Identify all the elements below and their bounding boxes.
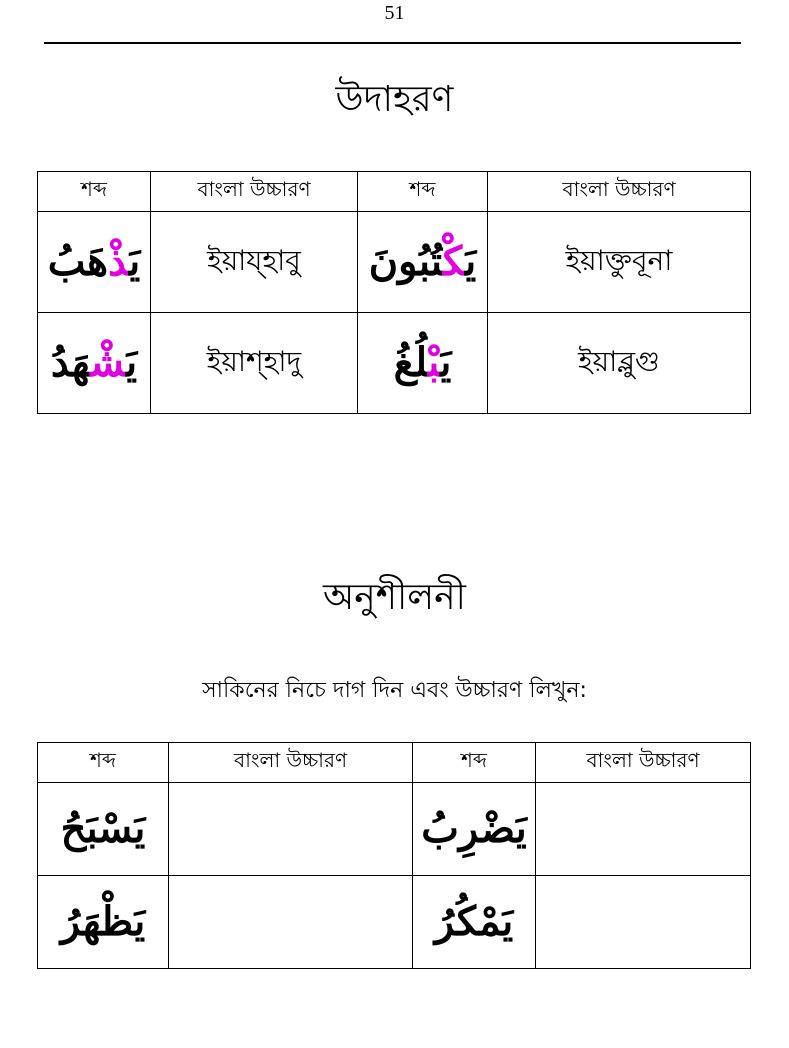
column-header-pronunciation: বাংলা উচ্চারণ <box>536 743 751 783</box>
pronunciation-blank-cell[interactable] <box>536 783 751 876</box>
pronunciation-cell: ইয়াশ্হাদু <box>151 313 358 414</box>
page-number: 51 <box>384 2 405 24</box>
pronunciation-blank-cell[interactable] <box>536 876 751 969</box>
pronunciation-cell: ইয়াক্তুবূনা <box>488 212 751 313</box>
column-header-pronunciation: বাংলা উচ্চারণ <box>488 172 751 212</box>
sakin-highlight: بْ <box>428 339 441 386</box>
pronunciation-cell: ইয়াব্লুগু <box>488 313 751 414</box>
column-header-pronunciation: বাংলা উচ্চারণ <box>169 743 413 783</box>
arabic-word: يَمْكُرُ <box>434 898 514 945</box>
example-heading: উদাহরণ <box>335 79 454 120</box>
header-rule <box>44 42 741 44</box>
column-header-pronunciation: বাংলা উচ্চারণ <box>151 172 358 212</box>
arabic-word-cell <box>38 212 151 313</box>
arabic-word-cell <box>413 876 536 969</box>
table-row <box>38 212 751 313</box>
example-table <box>37 171 751 414</box>
column-header-word: শব্দ <box>38 172 151 212</box>
pronunciation-cell: ইয়ায্হাবু <box>151 212 358 313</box>
exercise-heading: অনুশীলনী <box>323 577 466 618</box>
arabic-word: يَسْبَحُ <box>60 805 146 852</box>
arabic-word: يَظْهَرُ <box>60 898 146 945</box>
table-row <box>38 313 751 414</box>
arabic-word-cell <box>38 783 169 876</box>
sakin-highlight: شْ <box>90 339 126 386</box>
arabic-word-cell <box>38 876 169 969</box>
arabic-word: يَشْهَدُ <box>50 339 138 386</box>
column-header-word: শব্দ <box>38 743 169 783</box>
sakin-highlight: ذْ <box>108 238 130 285</box>
column-header-word: শব্দ <box>413 743 536 783</box>
sakin-highlight: كْ <box>442 238 466 285</box>
arabic-word-cell <box>38 313 151 414</box>
table-header-row <box>38 743 751 783</box>
table-row <box>38 876 751 969</box>
arabic-word: يَضْرِبُ <box>421 805 527 852</box>
column-header-word: শব্দ <box>358 172 488 212</box>
exercise-table <box>37 742 751 969</box>
arabic-word-cell <box>358 313 488 414</box>
pronunciation-blank-cell[interactable] <box>169 876 413 969</box>
exercise-instruction: সাকিনের নিচে দাগ দিন এবং উচ্চারণ লিখুন: <box>202 678 587 703</box>
arabic-word: يَبْلُغُ <box>393 339 452 386</box>
table-header-row <box>38 172 751 212</box>
table-row <box>38 783 751 876</box>
arabic-word: يَكْتُبُونَ <box>368 238 477 285</box>
arabic-word-cell <box>413 783 536 876</box>
pronunciation-blank-cell[interactable] <box>169 783 413 876</box>
arabic-word: يَذْهَبُ <box>47 238 141 285</box>
arabic-word-cell <box>358 212 488 313</box>
